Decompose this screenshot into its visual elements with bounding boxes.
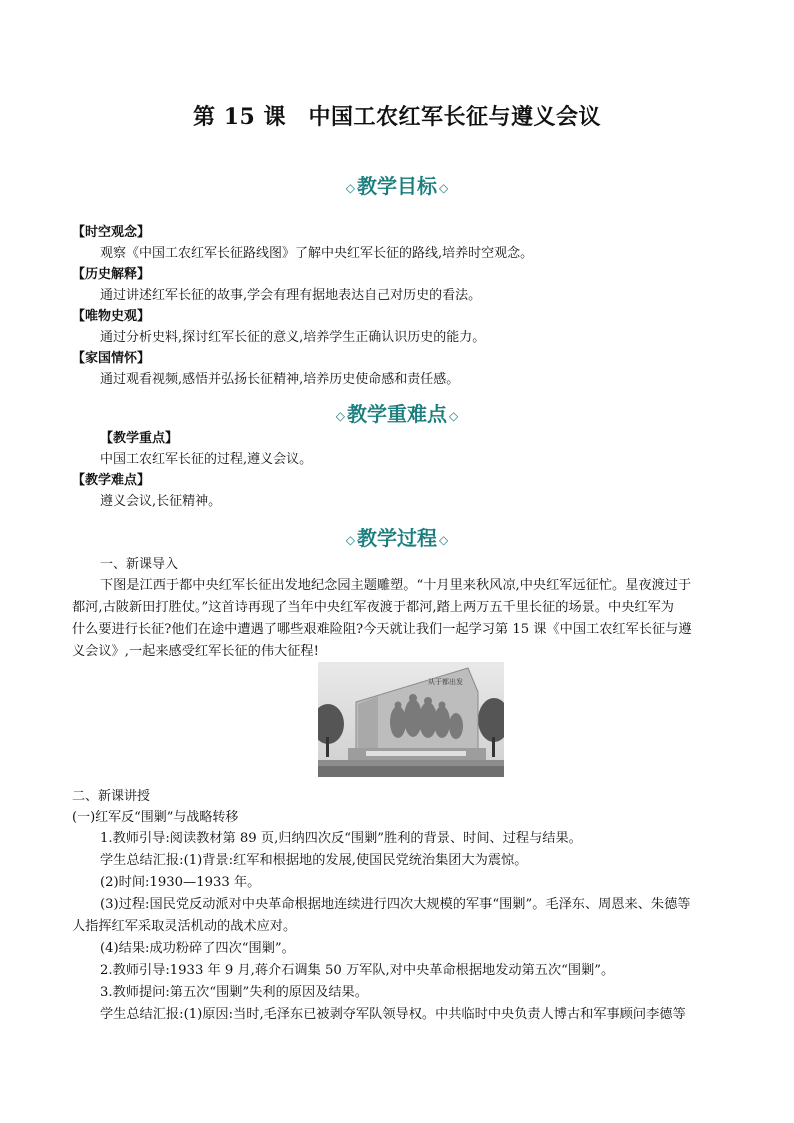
diamond-icon: ◇ xyxy=(335,408,345,423)
objective-text: 通过讲述红军长征的故事,学会有理有据地表达自己对历史的看法。 xyxy=(100,288,482,303)
keypoints-heading-text: 教学重难点 xyxy=(347,402,447,426)
objectives-heading-text: 教学目标 xyxy=(357,174,437,198)
objective-text: 通过观看视频,感悟并弘扬长征精神,培养历史使命感和责任感。 xyxy=(100,372,460,387)
intro-line: 义会议》,一起来感受红军长征的伟大征程! xyxy=(72,644,319,659)
photo-inscription: 从于都出发 xyxy=(428,678,463,686)
diamond-icon: ◇ xyxy=(439,532,449,547)
lecture-line: 学生总结汇报:(1)背景:红军和根据地的发展,使国民党统治集团大为震惊。 xyxy=(100,853,528,868)
intro-line: 都河,古陂新田打胜仗。”这首诗再现了当年中央红军夜渡于都河,踏上两万五千里长征的场景。中央红军为 xyxy=(72,600,674,615)
process-heading-text: 教学过程 xyxy=(357,526,437,550)
keypoints-heading xyxy=(0,398,794,427)
objectives-heading xyxy=(0,170,794,199)
intro-line: 下图是江西于都中央红军长征出发地纪念园主题雕塑。“十月里来秋风凉,中央红军远征忙。星夜渡过于 xyxy=(100,578,692,593)
objectives-list xyxy=(72,222,722,390)
diamond-icon: ◇ xyxy=(345,180,355,195)
objective-tag: 【历史解释】 xyxy=(72,267,151,282)
lecture-line: 3.教师提问:第五次“围剿”失利的原因及结果。 xyxy=(100,985,368,1000)
lecture-line: (3)过程:国民党反动派对中央革命根据地连续进行四次大规模的军事“围剿”。毛泽东、周恩来、朱德等 xyxy=(100,897,691,912)
focus-text: 中国工农红军长征的过程,遵义会议。 xyxy=(100,452,313,467)
objective-tag: 【时空观念】 xyxy=(72,225,151,240)
lecture-line: (2)时间:1930—1933 年。 xyxy=(100,875,261,890)
lecture-section xyxy=(72,786,722,1026)
diamond-icon: ◇ xyxy=(449,408,459,423)
lecture-line: 人指挥红军采取灵活机动的战术应对。 xyxy=(72,919,297,934)
intro-section xyxy=(72,554,722,663)
keypoints-list xyxy=(72,428,722,512)
lecture-line: (4)结果:成功粉碎了四次“围剿”。 xyxy=(100,941,295,956)
sub-heading: (一)红军反“围剿”与战略转移 xyxy=(72,810,239,825)
lecture-line: 2.教师引导:1933 年 9 月,蒋介石调集 50 万军队,对中央革命根据地发动第五次“围剿”。 xyxy=(100,963,615,978)
process-heading xyxy=(0,522,794,551)
diamond-icon: ◇ xyxy=(345,532,355,547)
objective-text: 观察《中国工农红军长征路线图》了解中央红军长征的路线,培养时空观念。 xyxy=(100,246,534,261)
intro-line: 什么要进行长征?他们在途中遭遇了哪些艰难险阻?今天就让我们一起学习第 15 课《中国工农红军长征与遵 xyxy=(72,622,692,637)
intro-heading: 一、新课导入 xyxy=(100,557,179,572)
diamond-icon: ◇ xyxy=(439,180,449,195)
difficulty-tag: 【教学难点】 xyxy=(72,473,151,488)
difficulty-text: 遵义会议,长征精神。 xyxy=(100,494,222,509)
monument-photo xyxy=(318,662,504,777)
objective-text: 通过分析史料,探讨红军长征的意义,培养学生正确认识历史的能力。 xyxy=(100,330,486,345)
lecture-line: 学生总结汇报:(1)原因:当时,毛泽东已被剥夺军队领导权。中共临时中央负责人博古和军事顾问李德等 xyxy=(100,1007,686,1022)
lecture-line: 1.教师引导:阅读教材第 89 页,归纳四次反“围剿”胜利的背景、时间、过程与结果。 xyxy=(100,831,582,846)
lecture-heading: 二、新课讲授 xyxy=(72,789,151,804)
focus-tag: 【教学重点】 xyxy=(100,431,179,446)
objective-tag: 【家国情怀】 xyxy=(72,351,151,366)
objective-tag: 【唯物史观】 xyxy=(72,309,151,324)
lesson-title: 第 15 课 中国工农红军长征与遵义会议 xyxy=(193,104,601,130)
